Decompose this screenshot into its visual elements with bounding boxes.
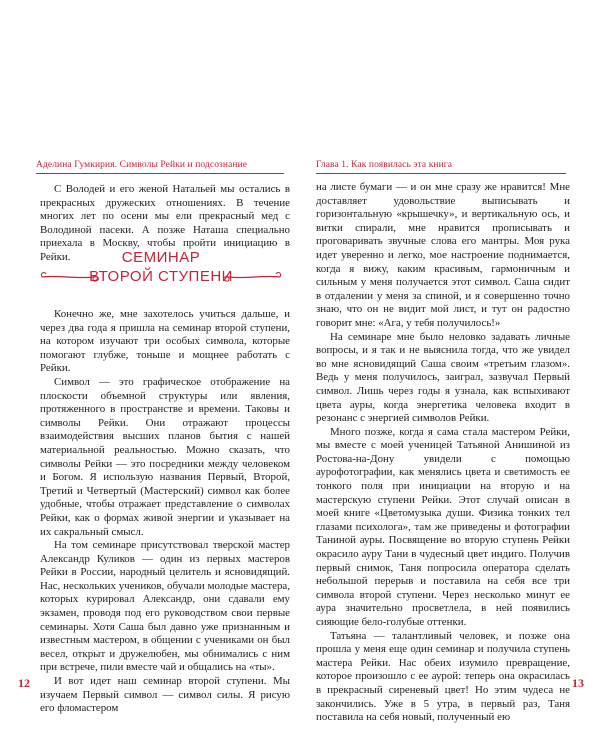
paragraph: на листе бумаги — и он мне сразу же нравится! Мне доставляет удовольствие выписывать и горизонтальную «крышечку», и вертикальную ось, и витки спирали, мне нравится прописывать и проговаривать звучные слова его мантры. Моя рука идет уверенно и легко, мое настроение поднимается, когда я вижу, каким красивым, гармоничным и сильным у меня получается этот символ. Саша сидит в отдалении у меня за спиной, и я совершенно точно знаю, что он не видит мой лист, и тут он радостно говорит мне: «Ага, у тебя получилось!» bbox=[316, 181, 570, 329]
paragraph: На семинаре мне было неловко задавать личные вопросы, и я так и не выяснила тогда, что же увидел во мне ясновидящий Саша своим «третьим глазом». Ведь у меня получилось, заиграл, зазвучал Первый символ. Лишь через годы я узнала, как вспыхивают цвета ауры, когда энергетика человека входит в резонанс с энергией символов Рейки. bbox=[316, 330, 570, 425]
header-rule-right bbox=[316, 173, 566, 174]
section-title-line1: СЕМИНАР bbox=[121, 249, 201, 266]
page-number-left: 12 bbox=[18, 676, 30, 690]
intro-paragraph: С Володей и его женой Натальей мы остались в прекрасных дружеских отношениях. В течение многих лет по осени мы ели прекрасный мед с Володиной пасеки. А позже Наташа специально приехала в Москву, чтобы пройти инициацию в Рейки. bbox=[40, 183, 290, 263]
right-page bbox=[300, 0, 600, 750]
paragraph: Символ — это графическое отображение на плоскости объемной структуры или явления, протяженного в пространстве и времени. Таковы и символы Рейки. Они отражают процессы взаимодействия высших планов бытия с нашей материальной реальностью. Можно сказать, что символы Рейки — это посредники между человеком и Богом. Я использую названия Первый, Второй, Третий и Четвертый (Мастерский) символ как более удобные, чтобы отражает представление о символах Рейки, как о формах живой энергии и указывает на их сакральный смысл. bbox=[40, 375, 290, 538]
body-text-block-left bbox=[40, 308, 290, 716]
header-rule-left bbox=[36, 173, 284, 174]
paragraph: Много позже, когда я сама стала мастером Рейки, мы вместе с моей ученицей Татьяной Анишиной из Ростова-на-Дону увидели с помощью аурофотографии, как менялись цвета и светимость ее тонкого поля при инициации на вторую и на мастерскую ступени Рейки. Этот случай описан в моей книге «Цветомузыка души. Физика тонких тел глазами психолога», там же приведены и фотографии Таниной ауры. Посвящение во вторую ступень Рейки окрасило ауру Тани в чудесный цвет индиго. Получив первый снимок, Таня попросила оператора сделать небольшой перерыв и поставила на себя все три символа второй ступени. Через несколько минут ее аура значительно просветлела, в ней появились сияющие бело-голубые оттенки. bbox=[316, 425, 570, 628]
body-text-block-right bbox=[316, 181, 570, 725]
paragraph: Конечно же, мне захотелось учиться дальше, и через два года я пришла на семинар второй ступени, на котором изучают три особых символа, которые помогают глубже, тоньше и мощнее работать с Рейки. bbox=[40, 308, 290, 375]
paragraph: Татьяна — талантливый человек, и позже она прошла у меня еще один семинар и получила ступень мастера Рейки. Нас обеих изумило превращение, которое произошло с ее аурой: теперь она окрасилась в прекрасный сиреневый цвет! Но этим чудеса не закончились. Уже в 5 утра, в первый раз, Таня поставила на себя новый, полученный ею bbox=[316, 629, 570, 724]
section-title-line2: ВТОРОЙ СТУПЕНИ bbox=[89, 268, 233, 285]
paragraph: И вот идет наш семинар второй ступени. Мы изучаем Первый символ — символ силы. Я рисую его фломастером bbox=[40, 675, 290, 715]
running-header-left: Аделина Гумкирия. Символы Рейки и подсознание bbox=[36, 160, 248, 170]
paragraph: На том семинаре присутствовал тверской мастер Александр Куликов — один из первых мастеров Рейки в России, народный целитель и ясновидящий. Нас, нескольких учеников, обучали молодые мастера, которых курировал Александр, они сдавали ему экзамен, проводя под его руководством свои первые семинары. Хотя Саша был давно уже признанным и известным мастером, в общении с учениками он был весел, открыт и дружелюбен, мы обнимались с ним при встрече, пили вместе чай и общались на «ты». bbox=[40, 539, 290, 674]
running-header-right: Глава 1. Как появилась эта книга bbox=[316, 160, 453, 170]
page-number-right: 13 bbox=[572, 676, 584, 690]
section-heading bbox=[36, 247, 286, 299]
